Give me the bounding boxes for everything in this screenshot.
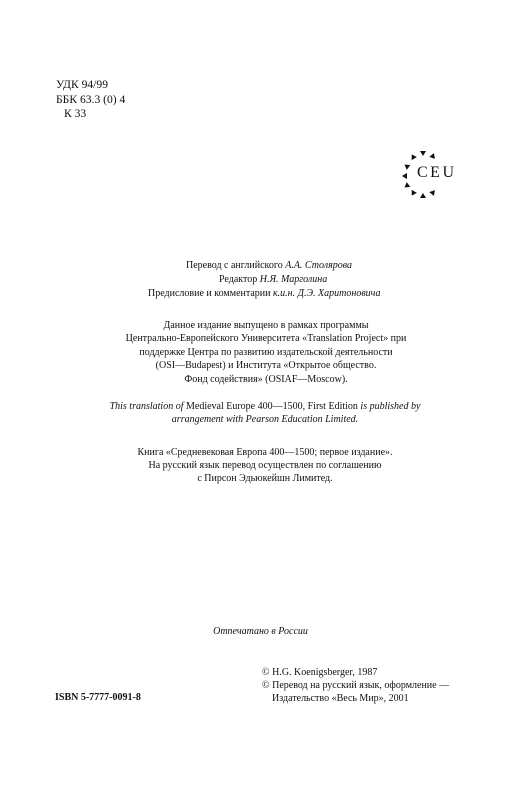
ceu-logo: [400, 150, 470, 198]
preface-author: к.и.н. Д.Э. Харитоновича: [273, 287, 381, 299]
logo-triangle: [420, 193, 426, 198]
logo-triangle: [409, 190, 417, 197]
program-note-line: Данное издание выпущено в рамках программы: [163, 320, 369, 331]
program-note-line: поддержке Центра по развитию издательской деятельности: [139, 346, 393, 358]
editor-prefix: Редактор: [219, 273, 260, 285]
book-title: Medieval Europe 400—1500, First Edition: [185, 401, 358, 412]
translation-note-line: [60, 414, 470, 427]
logo-triangle: [420, 151, 426, 156]
program-note-line: Фонд содействия» (OSIAF—Moscow).: [184, 373, 348, 385]
translation-part2: is published by: [357, 401, 421, 412]
preface-prefix: Предисловие и комментарии: [148, 287, 273, 299]
program-note: [96, 319, 436, 386]
translator-name: А.А. Столярова: [285, 260, 353, 271]
author-mark: К 33: [64, 107, 87, 121]
logo-triangle: [409, 153, 417, 160]
isbn: ISBN 5-7777-0091-8: [55, 692, 141, 703]
classification-block: [56, 78, 125, 122]
translation-part1: This translation of: [109, 401, 186, 412]
copyright-line: © H.G. Koenigsberger, 1987: [262, 667, 378, 678]
copyright-line: Издательство «Весь Мир», 2001: [272, 693, 409, 704]
russian-note-line: Книга «Средневековая Европа 400—1500; первое издание».: [137, 447, 393, 458]
copyright-block: [262, 666, 449, 705]
translation-line2: arrangement with Pearson Education Limited.: [171, 413, 359, 425]
translation-note: [60, 401, 470, 427]
logo-triangle: [403, 162, 411, 170]
logo-triangle: [402, 173, 407, 179]
logo-triangle: [429, 152, 436, 159]
credits-block: [0, 259, 521, 300]
copyright-line: © Перевод на русский язык, оформление —: [262, 680, 450, 691]
editor-line: [219, 273, 327, 287]
udk-code: УДК 94/99: [56, 78, 108, 91]
russian-note-line: с Пирсон Эдьюкейшн Лимитед.: [197, 472, 333, 484]
russian-note-line: На русский язык перевод осуществлен по соглашению: [148, 459, 382, 471]
preface-line: [148, 287, 380, 301]
russian-note: [60, 447, 470, 485]
translator-prefix: Перевод с английского: [186, 260, 286, 271]
program-note-line: Центрально-Европейского Университета «Translation Project» при: [125, 333, 407, 345]
ceu-logo-text: CEU: [417, 164, 457, 181]
translator-line: [186, 259, 352, 273]
logo-triangle: [429, 190, 436, 197]
program-note-line: (OSI—Budapest) и Института «Открытое общество.: [155, 360, 377, 372]
logo-triangle: [403, 182, 411, 190]
bbk-code: ББК 63.3 (0) 4: [56, 92, 126, 106]
editor-name: Н.Я. Марголина: [259, 273, 328, 285]
translation-note-line: [60, 401, 470, 414]
printed-in: Отпечатано в России: [213, 626, 308, 637]
